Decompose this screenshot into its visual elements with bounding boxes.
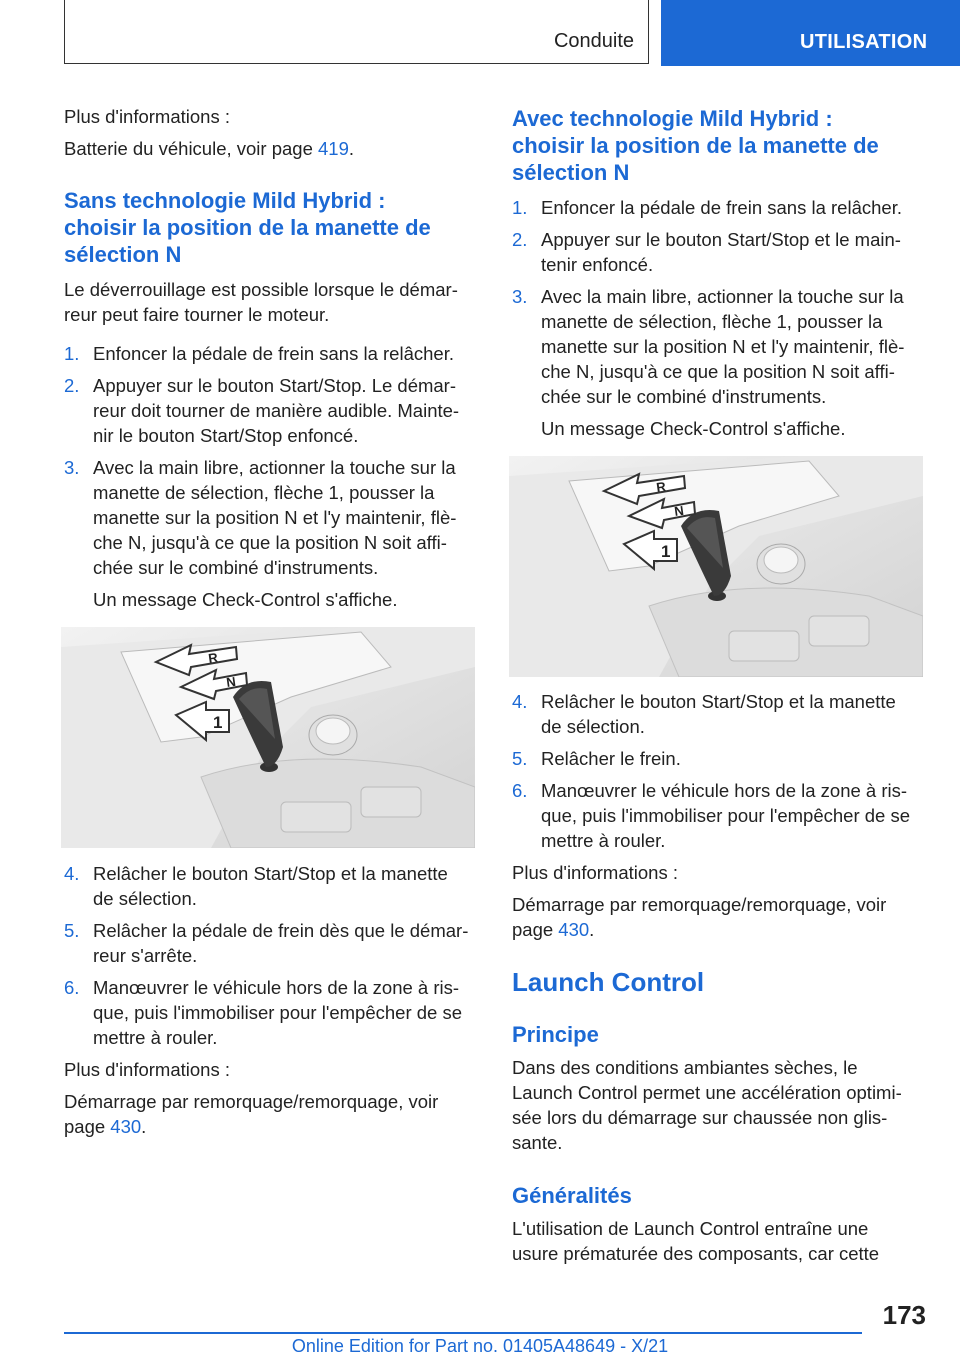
gear-selector-drawing <box>61 627 475 848</box>
step-text: Relâcher le bouton Start/Stop et la manette <box>93 863 448 884</box>
tow-reference-line2 <box>512 917 594 943</box>
arrow-label-r: R <box>655 478 667 495</box>
step-number: 2. <box>512 229 528 250</box>
step-text: Relâcher le bouton Start/Stop et la manette <box>541 691 896 712</box>
intro-line-1: Le déverrouillage est possible lorsque le démar- <box>64 279 458 300</box>
principe-text: Dans des conditions ambiantes sèches, le <box>512 1057 858 1078</box>
arrow-label-n: N <box>673 502 685 519</box>
step-text: que, puis l'immobiliser pour l'empêcher de se <box>93 1002 463 1023</box>
tow-reference-line1: Démarrage par remorquage/remorquage, voir <box>512 894 887 915</box>
arrow-label-n: N <box>225 673 237 690</box>
more-info-label: Plus d'informations : <box>512 862 678 883</box>
principe-text: Launch Control permet une accélération optimi- <box>512 1082 902 1103</box>
step-number: 1. <box>512 197 528 218</box>
step-text: che N, jusqu'à ce que la position N soit affi- <box>541 361 895 382</box>
footer-divider <box>64 1332 862 1334</box>
step-text: manette de sélection, flèche 1, pousser la <box>93 482 435 503</box>
step-text: mettre à rouler. <box>93 1027 218 1048</box>
step-text: Appuyer sur le bouton Start/Stop et le main- <box>541 229 901 250</box>
tow-ref-text: page <box>64 1116 111 1137</box>
intro-line-2: reur peut faire tourner le moteur. <box>64 304 330 325</box>
heading-with-mild-hybrid-1: Avec technologie Mild Hybrid : <box>512 106 833 131</box>
tow-page-link[interactable]: 430 <box>110 1116 142 1137</box>
step-text: Manœuvrer le véhicule hors de la zone à ris- <box>93 977 460 998</box>
step-text: reur doit tourner de manière audible. Mainte- <box>93 400 460 421</box>
gear-selector-illustration <box>61 627 475 848</box>
launch-control-title: Launch Control <box>512 967 705 997</box>
step-text: manette sur la position N et l'y maintenir, flè- <box>93 507 457 528</box>
step-number: 4. <box>64 863 80 884</box>
section-title: Conduite <box>553 30 634 52</box>
step-text: chée sur le combiné d'instruments. <box>541 386 827 407</box>
heading-with-mild-hybrid-2: choisir la position de la manette de <box>512 133 879 158</box>
footer-edition: Online Edition for Part no. 01405A48649 - X/21 <box>291 1336 669 1356</box>
tow-reference-line2 <box>64 1114 146 1140</box>
step-number: 4. <box>512 691 528 712</box>
step-text: de sélection. <box>93 888 197 909</box>
step-number: 6. <box>64 977 80 998</box>
heading-without-mild-hybrid-1: Sans technologie Mild Hybrid : <box>64 188 386 213</box>
principe-title: Principe <box>512 1022 599 1047</box>
arrow-label-1: 1 <box>213 713 223 732</box>
principe-text: sée lors du démarrage sur chaussée non glis- <box>512 1107 888 1128</box>
step-text: Avec la main libre, actionner la touche sur la <box>93 457 456 478</box>
step-number: 5. <box>64 920 80 941</box>
tow-ref-period: . <box>589 919 595 940</box>
step-text: Enfoncer la pédale de frein sans la relâcher. <box>541 197 902 218</box>
heading-without-mild-hybrid-2: choisir la position de la manette de <box>64 215 431 240</box>
tow-reference-line1: Démarrage par remorquage/remorquage, voir <box>64 1091 439 1112</box>
step-text: Manœuvrer le véhicule hors de la zone à ris- <box>541 780 908 801</box>
step-text: manette de sélection, flèche 1, pousser la <box>541 311 883 332</box>
more-info-label: Plus d'informations : <box>64 106 230 127</box>
arrow-label-1: 1 <box>661 542 671 561</box>
step-text: manette sur la position N et l'y maintenir, flè- <box>541 336 905 357</box>
step-text: tenir enfoncé. <box>541 254 654 275</box>
step-text: de sélection. <box>541 716 645 737</box>
gear-selector-illustration <box>509 456 923 677</box>
more-info-label: Plus d'informations : <box>64 1059 230 1080</box>
step-number: 5. <box>512 748 528 769</box>
step-text: Enfoncer la pédale de frein sans la relâcher. <box>93 343 454 364</box>
page-number: 173 <box>882 1300 926 1330</box>
step-text: mettre à rouler. <box>541 830 666 851</box>
step-number: 3. <box>512 286 528 307</box>
battery-page-link[interactable]: 419 <box>318 138 349 159</box>
step-text: che N, jusqu'à ce que la position N soit affi- <box>93 532 447 553</box>
tow-ref-text: page <box>512 919 559 940</box>
step-number: 1. <box>64 343 80 364</box>
step-note: Un message Check-Control s'affiche. <box>541 418 846 439</box>
gear-selector-drawing <box>509 456 923 677</box>
battery-reference <box>64 136 354 162</box>
principe-text: sante. <box>512 1132 563 1153</box>
battery-ref-text: Batterie du véhicule, voir page <box>64 138 319 159</box>
heading-without-mild-hybrid-3: sélection N <box>64 242 182 267</box>
step-text: Relâcher la pédale de frein dès que le démar- <box>93 920 469 941</box>
step-text: nir le bouton Start/Stop enfoncé. <box>93 425 359 446</box>
arrow-label-r: R <box>207 649 219 666</box>
step-text: Relâcher le frein. <box>541 748 681 769</box>
step-number: 2. <box>64 375 80 396</box>
step-text: Avec la main libre, actionner la touche sur la <box>541 286 904 307</box>
generalites-text: L'utilisation de Launch Control entraîne une <box>512 1218 869 1239</box>
step-text: reur s'arrête. <box>93 945 198 966</box>
chapter-tab-label: UTILISATION <box>800 31 928 53</box>
step-number: 3. <box>64 457 80 478</box>
heading-with-mild-hybrid-3: sélection N <box>512 160 630 185</box>
step-number: 6. <box>512 780 528 801</box>
generalites-title: Généralités <box>512 1183 632 1208</box>
step-text: chée sur le combiné d'instruments. <box>93 557 379 578</box>
step-text: que, puis l'immobiliser pour l'empêcher de se <box>541 805 911 826</box>
tow-ref-period: . <box>141 1116 147 1137</box>
step-text: Appuyer sur le bouton Start/Stop. Le démar- <box>93 375 457 396</box>
generalites-text: usure prématurée des composants, car cette <box>512 1243 880 1264</box>
battery-ref-period: . <box>348 138 355 159</box>
chapter-tab[interactable] <box>661 0 960 66</box>
header-section-box <box>64 0 649 64</box>
tow-page-link[interactable]: 430 <box>558 919 590 940</box>
step-note: Un message Check-Control s'affiche. <box>93 589 398 610</box>
